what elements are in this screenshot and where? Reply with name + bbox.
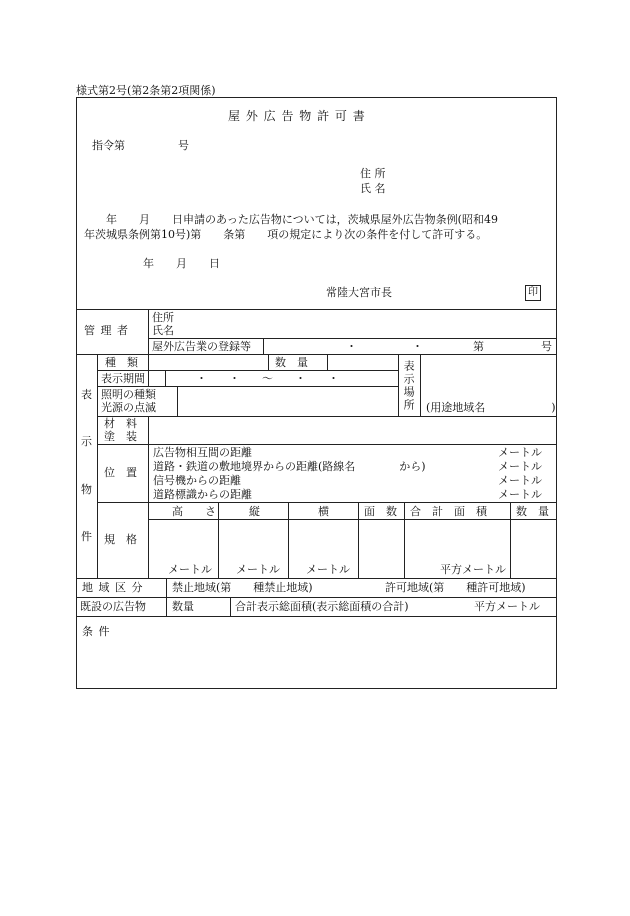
divider [404, 502, 405, 578]
divider [97, 354, 98, 578]
kind-label: 種 類 [105, 356, 138, 369]
existing-total-area: 合計表示総面積(表示総面積の合計) [235, 600, 409, 613]
length-meter: メートル [236, 563, 280, 576]
permitted-zone: 許可地域(第 種許可地域) [385, 581, 526, 594]
col-height: 高 さ [172, 505, 216, 518]
divider [218, 502, 219, 578]
divider [398, 354, 399, 416]
col-faces: 面 数 [364, 505, 397, 518]
material-label: 材 料 [104, 417, 137, 430]
meter-unit: メートル [498, 488, 542, 501]
height-meter: メートル [168, 563, 212, 576]
distance-road-rail: 道路・鉄道の敷地境界からの距離(路線名 から) [153, 460, 426, 473]
issuer-name: 常陸大宮市長 [326, 286, 392, 299]
width-meter: メートル [306, 563, 350, 576]
quantity-label: 数 量 [275, 356, 308, 369]
divider [510, 502, 511, 578]
distance-road-sign: 道路標識からの距離 [153, 488, 252, 501]
col-length: 縦 [249, 505, 260, 518]
command-number-label: 指令第 [92, 139, 125, 152]
address-label: 住 所 [360, 167, 386, 180]
existing-quantity: 数量 [172, 600, 194, 613]
area-sq-meter: 平方メートル [440, 563, 506, 576]
divider [97, 502, 557, 503]
display-label-4: 件 [81, 530, 92, 543]
meter-unit: メートル [498, 446, 542, 459]
distance-between-ads: 広告物相互間の距離 [153, 446, 252, 459]
divider [97, 416, 557, 417]
seal-stamp: 印 [525, 285, 541, 301]
issue-date: 年 月 日 [143, 257, 220, 270]
existing-unit: 平方メートル [474, 600, 540, 613]
divider [268, 354, 269, 370]
divider [148, 309, 149, 354]
lighting-type-label: 照明の種類 [101, 388, 156, 401]
col-total-area: 合 計 面 積 [410, 505, 487, 518]
divider [420, 354, 421, 416]
prohibited-zone: 禁止地域(第 種禁止地域) [172, 581, 313, 594]
registration-no-suffix: 号 [541, 340, 552, 353]
divider [148, 519, 557, 520]
display-label-2: 示 [81, 435, 92, 448]
existing-label: 既設の広告物 [80, 600, 146, 613]
period-value: ・ ・ 〜 ・ ・ [196, 372, 339, 385]
divider [177, 386, 178, 416]
usage-zone: (用途地域名 ) [426, 401, 556, 414]
zone-label: 地 域 区 分 [82, 581, 144, 594]
distance-signal: 信号機からの距離 [153, 474, 241, 487]
name-label: 氏 名 [360, 182, 386, 195]
divider [148, 338, 557, 339]
divider [327, 354, 328, 370]
display-label-1: 表 [81, 388, 92, 401]
display-label-3: 物 [81, 483, 92, 496]
body-text-line1: 年 月 日申請のあった広告物については，茨城県屋外広告物条例(昭和49 [106, 213, 498, 226]
body-text-line2: 年茨城県条例第10号)第 条第 項の規定により次の条件を付して許可する。 [84, 228, 488, 241]
paint-label: 塗 装 [104, 430, 137, 443]
divider [97, 370, 398, 371]
divider [165, 370, 166, 386]
form-number: 様式第2号(第2条第2項関係) [76, 84, 216, 97]
divider [358, 502, 359, 578]
display-place-label: 表示場所 [402, 360, 416, 412]
position-label: 位 置 [104, 466, 137, 479]
conditions-label: 条 件 [82, 625, 111, 638]
manager-label: 管 理 者 [84, 324, 129, 337]
divider [76, 597, 557, 598]
divider [230, 597, 231, 616]
divider [148, 416, 149, 444]
registration-no-label: 第 [473, 340, 484, 353]
divider [97, 386, 398, 387]
period-label: 表示期間 [101, 372, 145, 385]
divider [166, 578, 167, 616]
divider [97, 444, 557, 445]
divider [76, 616, 557, 617]
col-count: 数 量 [516, 505, 549, 518]
col-width: 横 [318, 505, 329, 518]
meter-unit: メートル [498, 474, 542, 487]
size-label: 規 格 [104, 533, 137, 546]
divider [148, 444, 149, 578]
manager-name-label: 氏名 [152, 324, 174, 337]
divider [263, 338, 264, 354]
registration-dots: ・ ・ [346, 340, 423, 353]
lighting-blink-label: 光源の点滅 [101, 401, 156, 414]
divider [288, 502, 289, 578]
manager-address-label: 住所 [152, 311, 174, 324]
permit-title: 屋 外 広 告 物 許 可 書 [228, 109, 366, 123]
command-number-suffix: 号 [178, 139, 189, 152]
registration-label: 屋外広告業の登録等 [152, 340, 251, 353]
divider [76, 578, 557, 579]
meter-unit: メートル [498, 460, 542, 473]
